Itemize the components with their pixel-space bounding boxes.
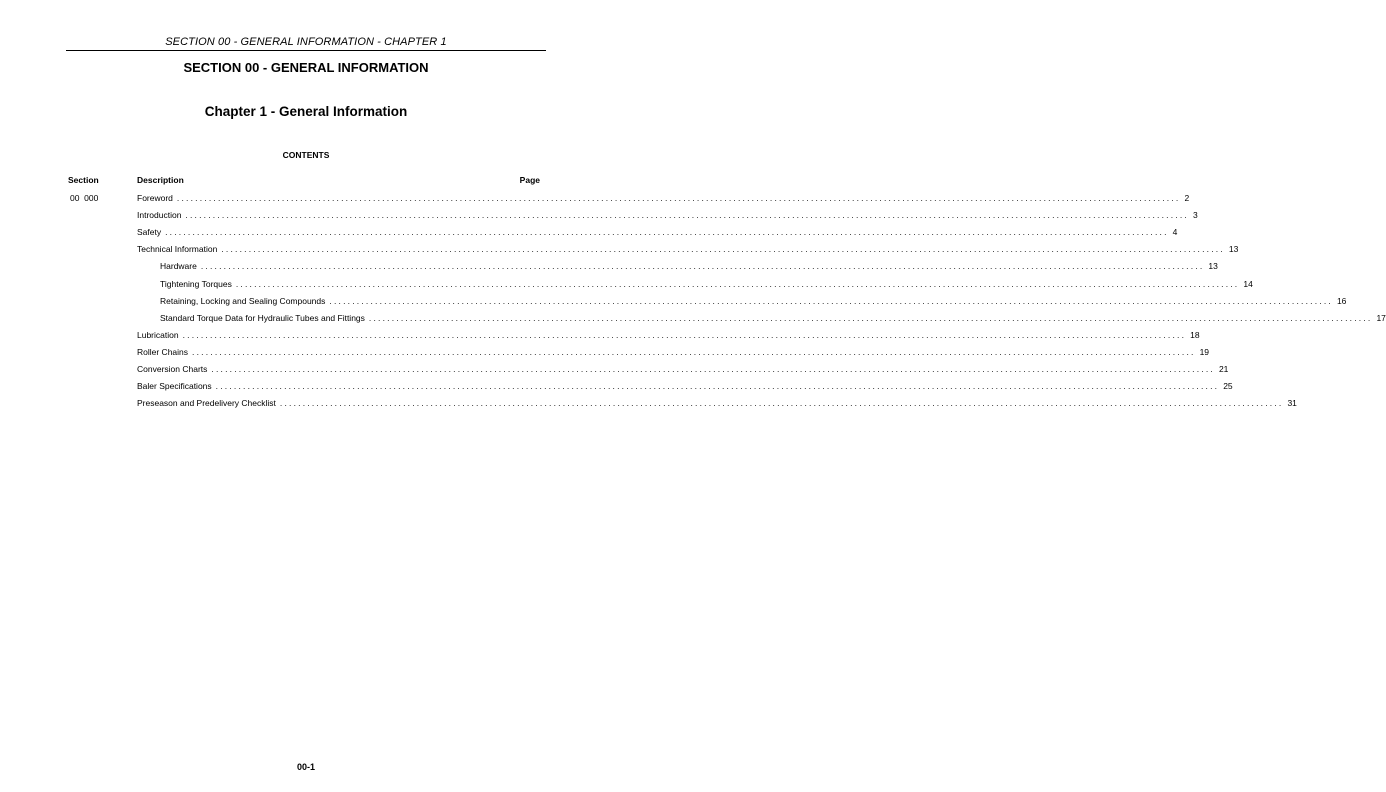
page-number: 00-1 bbox=[296, 762, 315, 772]
toc-dot-leader: ............................................................................................................................................................................................................................ bbox=[368, 312, 1373, 323]
toc-entry bbox=[137, 364, 1229, 375]
toc-entry-label: Conversion Charts bbox=[137, 364, 208, 374]
header-rule bbox=[66, 50, 546, 51]
column-header-page: Page bbox=[519, 175, 540, 185]
column-header-description: Description bbox=[137, 175, 184, 185]
toc-dot-leader: ............................................................................................................................................................................................................................ bbox=[192, 346, 1196, 357]
toc-entry bbox=[160, 312, 1386, 324]
toc-entry-page: 31 bbox=[1287, 398, 1297, 409]
toc-entry-label: Retaining, Locking and Sealing Compounds bbox=[160, 295, 326, 306]
toc-dot-leader: ............................................................................................................................................................................................................................ bbox=[329, 295, 1333, 306]
column-header-section: Section bbox=[68, 175, 99, 185]
toc-entry-page: 13 bbox=[1208, 261, 1218, 272]
toc-entry-label: Introduction bbox=[137, 210, 182, 221]
toc-entry bbox=[137, 227, 1178, 238]
toc-dot-leader: ............................................................................................................................................................................................................................ bbox=[185, 210, 1189, 221]
toc-entry-label: Baler Specifications bbox=[137, 381, 212, 392]
toc-entry-label: Lubrication bbox=[137, 329, 179, 340]
toc-entry bbox=[160, 261, 1218, 272]
toc-entry bbox=[137, 346, 1210, 358]
toc-entry-page: 14 bbox=[1243, 278, 1253, 289]
toc-entry-label: Foreword bbox=[137, 193, 173, 203]
toc-entry bbox=[137, 210, 1198, 221]
toc-entry bbox=[160, 295, 1347, 307]
toc-entry-page: 3 bbox=[1192, 210, 1198, 221]
toc-dot-leader: ............................................................................................................................................................................................................................ bbox=[200, 261, 1205, 272]
toc-entry bbox=[137, 381, 1233, 392]
toc-entry bbox=[160, 278, 1253, 290]
toc-entry-label: Preseason and Predelivery Checklist bbox=[137, 398, 276, 409]
toc-section-code: 00 000 bbox=[70, 193, 99, 203]
toc-entry-label: Technical Information bbox=[137, 244, 218, 255]
toc-dot-leader: ............................................................................................................................................................................................................................ bbox=[235, 278, 1240, 289]
toc-dot-leader: ............................................................................................................................................................................................................................ bbox=[176, 193, 1181, 203]
toc-dot-leader: ............................................................................................................................................................................................................................ bbox=[211, 364, 1215, 374]
toc-entry-page: 19 bbox=[1199, 346, 1210, 357]
toc-entry-label: Safety bbox=[137, 227, 162, 238]
running-header: SECTION 00 - GENERAL INFORMATION - CHAPTER 1 bbox=[165, 36, 447, 48]
toc-entry-label: Tightening Torques bbox=[160, 278, 232, 289]
toc-entry-page: 4 bbox=[1172, 227, 1178, 238]
contents-title: CONTENTS bbox=[282, 150, 330, 160]
toc-entry bbox=[137, 398, 1297, 409]
toc-entry bbox=[137, 329, 1200, 341]
toc-entry-page: 17 bbox=[1376, 312, 1386, 323]
toc-dot-leader: ............................................................................................................................................................................................................................ bbox=[215, 381, 1220, 392]
toc-entry-page: 13 bbox=[1228, 244, 1239, 255]
toc-entry-page: 2 bbox=[1184, 193, 1190, 203]
toc-entry bbox=[137, 193, 1190, 204]
toc-dot-leader: ............................................................................................................................................................................................................................ bbox=[165, 227, 1169, 238]
toc-entry-label: Standard Torque Data for Hydraulic Tubes and Fittings bbox=[160, 312, 365, 323]
toc-dot-leader: ............................................................................................................................................................................................................................ bbox=[279, 398, 1284, 409]
toc-entry-label: Hardware bbox=[160, 261, 197, 272]
toc-dot-leader: ............................................................................................................................................................................................................................ bbox=[221, 244, 1225, 255]
section-title: SECTION 00 - GENERAL INFORMATION bbox=[183, 60, 429, 75]
toc-entry-page: 25 bbox=[1223, 381, 1233, 392]
toc-entry bbox=[137, 244, 1239, 255]
toc-dot-leader: ............................................................................................................................................................................................................................ bbox=[182, 329, 1187, 340]
toc-entry-label: Roller Chains bbox=[137, 346, 189, 357]
chapter-title: Chapter 1 - General Information bbox=[204, 104, 408, 119]
toc-entry-page: 16 bbox=[1336, 295, 1347, 306]
toc-entry-page: 18 bbox=[1190, 329, 1200, 340]
toc-entry-page: 21 bbox=[1218, 364, 1229, 374]
